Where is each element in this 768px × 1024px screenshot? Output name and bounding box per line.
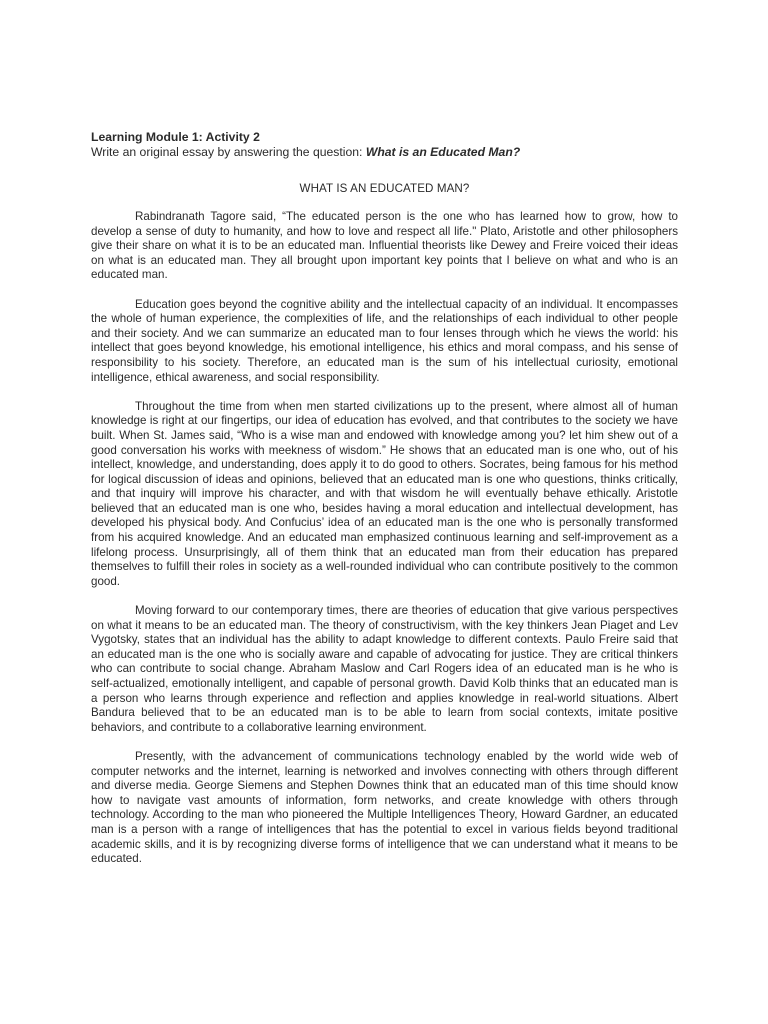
- module-title: Learning Module 1: Activity 2: [91, 130, 260, 144]
- essay-paragraph-4: Moving forward to our contemporary times, there are theories of education that give various perspectives on what it means to be an educated man. The theory of constructivism, with the key thinkers Jean Piaget and Lev Vygotsky, states that an individual has the ability to adapt knowledge to different contexts. Paulo Freire said that an educated man is the one who is socially aware and capable of advocating for justice. They are critical thinkers who can contribute to social change. Abraham Maslow and Carl Rogers idea of an educated man is he who is self-actualized, emotionally intelligent, and capable of personal growth. David Kolb thinks that an educated man is a person who learns through experience and reflection and applies knowledge in real-world situations. Albert Bandura believed that to be an educated man is to be able to learn from social contexts, imitate positive behaviors, and contribute to a collaborative learning environment.: [91, 604, 678, 734]
- essay-title: WHAT IS AN EDUCATED MAN?: [299, 182, 470, 195]
- essay-paragraph-3: Throughout the time from when men started civilizations up to the present, where almost all of human knowledge is right at our fingertips, our idea of education has evolved, and that contributes to the society we have built. When St. James said, “Who is a wise man and endowed with knowledge among you? let him shew out of a good conversation his works with meekness of wisdom.” He shows that an educated man is one who, out of his intellect, knowledge, and understanding, does apply it to do good to others. Socrates, being famous for his method for logical discussion of ideas and opinions, believed that an educated man is one who questions, thinks critically, and that inquiry will improve his character, and with that wisdom he will eventually behave ethically. Aristotle believed that an educated man is one who, besides having a moral education and intellectual development, has developed his physical body. And Confucius’ idea of an educated man is the one who is personally transformed from his acquired knowledge. And an educated man emphasized continuous learning and self-improvement as a lifelong process. Unsurprisingly, all of them think that an educated man from their education has prepared themselves to fulfill their roles in society as a well-rounded individual who can contribute positively to the common good.: [91, 399, 678, 588]
- essay-paragraph-5: Presently, with the advancement of communications technology enabled by the world wide web of computer networks and the internet, learning is networked and involves connecting with others through different and diverse media. George Siemens and Stephen Downes think that an educated man of this time should know how to navigate vast amounts of information, form networks, and create knowledge with others through technology. According to the man who pioneered the Multiple Intelligences Theory, Howard Gardner, an educated man is a person with a range of intelligences that has the potential to excel in various fields beyond traditional academic skills, and it is by recognizing diverse forms of intelligence that we can understand what it means to be educated.: [91, 749, 678, 866]
- essay-paragraph-1: Rabindranath Tagore said, “The educated person is the one who has learned how to grow, how to develop a sense of duty to humanity, and how to love and respect all life." Plato, Aristotle and other philosophers give their share on what it is to be an educated man. Influential theorists like Dewey and Freire voiced their ideas on what is an educated man. They all brought upon important key points that I believe on what and who is an educated man.: [91, 210, 678, 282]
- instruction-prefix: Write an original essay by answering the question:: [91, 145, 366, 159]
- document-page: [91, 130, 678, 881]
- essay-paragraph-2: Education goes beyond the cognitive ability and the intellectual capacity of an individual. It encompasses the whole of human experience, the complexities of life, and the relationships of each individual to other people and their society. And we can summarize an educated man to four lenses through which he views the world: his intellect that goes beyond knowledge, his emotional intelligence, his ethics and moral compass, and his sense of responsibility to his society. Therefore, an educated man is the sum of his intellectual curiosity, emotional intelligence, ethical awareness, and social responsibility.: [91, 297, 678, 384]
- essay-question: What is an Educated Man?: [365, 145, 521, 159]
- instruction-line: [91, 145, 678, 160]
